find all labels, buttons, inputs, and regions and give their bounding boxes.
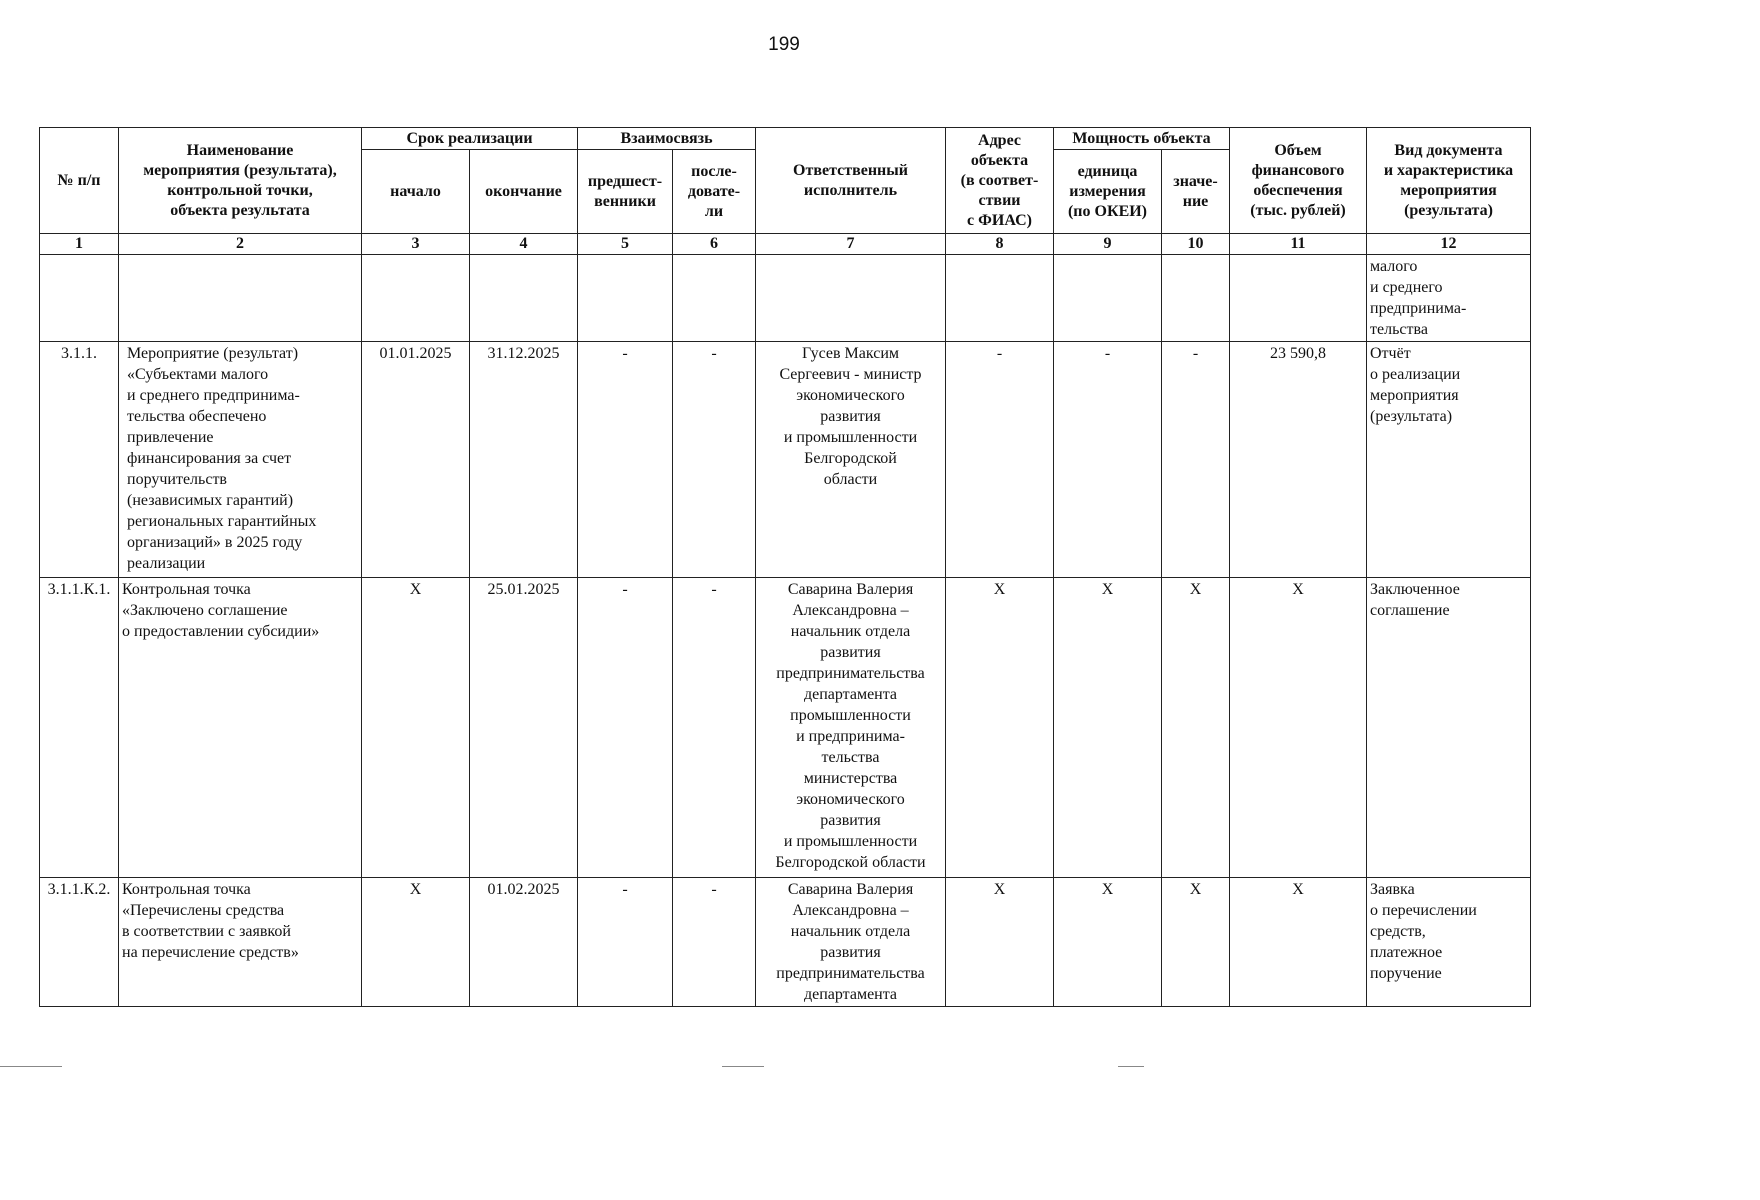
column-number: 10 bbox=[1162, 234, 1230, 255]
cell-end: 25.01.2025 bbox=[470, 578, 578, 878]
scan-edge-line bbox=[1118, 1066, 1144, 1067]
table-row bbox=[40, 578, 1531, 878]
column-number: 1 bbox=[40, 234, 119, 255]
table-body bbox=[40, 255, 1531, 1007]
cell-document: Отчёт о реализации мероприятия (результата) bbox=[1367, 342, 1531, 578]
table-row bbox=[40, 878, 1531, 1007]
cell-successors: - bbox=[673, 578, 756, 878]
cell-name: Контрольная точка «Перечислены средства в соответствии с заявкой на перечисление средств» bbox=[119, 878, 362, 1007]
cell-predecessors: - bbox=[578, 342, 673, 578]
column-number: 2 bbox=[119, 234, 362, 255]
cell-responsible: Гусев Максим Сергеевич - министр экономического развития и промышленности Белгородской области bbox=[756, 342, 946, 578]
cell-name: Мероприятие (результат) «Субъектами малого и среднего предпринима- тельства обеспечено привлечение финансирования за счет поручительств (независимых гарантий) региональных гарантийных организаций» в 2025 году реализации bbox=[119, 342, 362, 578]
header-group-link: Взаимосвязь bbox=[578, 128, 756, 150]
cell-address: - bbox=[946, 342, 1054, 578]
cell-num: 3.1.1. bbox=[40, 342, 119, 578]
cell-value: - bbox=[1162, 342, 1230, 578]
cell-value: Х bbox=[1162, 578, 1230, 878]
cell-successors: - bbox=[673, 342, 756, 578]
cell-num: 3.1.1.К.2. bbox=[40, 878, 119, 1007]
header-group-capacity: Мощность объекта bbox=[1054, 128, 1230, 150]
cell-address: Х bbox=[946, 578, 1054, 878]
column-number: 4 bbox=[470, 234, 578, 255]
cell-finance: 23 590,8 bbox=[1230, 342, 1367, 578]
cell-document: малого и среднего предпринима- тельства bbox=[1367, 255, 1531, 342]
scan-edge-line bbox=[0, 1066, 62, 1067]
cell-name: Контрольная точка «Заключено соглашение о предоставлении субсидии» bbox=[119, 578, 362, 878]
cell-unit bbox=[1054, 255, 1162, 342]
header-col-start: начало bbox=[362, 150, 470, 234]
cell-start: Х bbox=[362, 578, 470, 878]
cell-finance bbox=[1230, 255, 1367, 342]
column-number: 6 bbox=[673, 234, 756, 255]
column-number: 3 bbox=[362, 234, 470, 255]
cell-num bbox=[40, 255, 119, 342]
cell-predecessors: - bbox=[578, 578, 673, 878]
header-col-num: № п/п bbox=[40, 128, 119, 234]
cell-value bbox=[1162, 255, 1230, 342]
cell-responsible bbox=[756, 255, 946, 342]
table-row bbox=[40, 255, 1531, 342]
page-number: 199 bbox=[768, 34, 800, 55]
cell-document: Заключенное соглашение bbox=[1367, 578, 1531, 878]
header-group-term: Срок реализации bbox=[362, 128, 578, 150]
header-col-end: окончание bbox=[470, 150, 578, 234]
cell-address bbox=[946, 255, 1054, 342]
header-col-finance: Объем финансового обеспечения (тыс. рублей) bbox=[1230, 128, 1367, 234]
table-header bbox=[40, 128, 1531, 255]
cell-predecessors bbox=[578, 255, 673, 342]
cell-start: 01.01.2025 bbox=[362, 342, 470, 578]
column-number: 5 bbox=[578, 234, 673, 255]
table-row bbox=[40, 342, 1531, 578]
cell-responsible: Саварина Валерия Александровна – начальник отдела развития предпринимательства департамента промышленности и предпринима- тельства министерства экономического развития и промышленности Белгородской области bbox=[756, 578, 946, 878]
header-col-name: Наименование мероприятия (результата), контрольной точки, объекта результата bbox=[119, 128, 362, 234]
cell-end bbox=[470, 255, 578, 342]
cell-unit: Х bbox=[1054, 878, 1162, 1007]
cell-unit: - bbox=[1054, 342, 1162, 578]
plan-table bbox=[39, 127, 1531, 1007]
column-number: 9 bbox=[1054, 234, 1162, 255]
cell-finance: Х bbox=[1230, 578, 1367, 878]
header-col-address: Адрес объекта (в соответ- ствии с ФИАС) bbox=[946, 128, 1054, 234]
cell-predecessors: - bbox=[578, 878, 673, 1007]
cell-address: Х bbox=[946, 878, 1054, 1007]
column-number: 12 bbox=[1367, 234, 1531, 255]
header-col-predecessors: предшест- венники bbox=[578, 150, 673, 234]
cell-start: Х bbox=[362, 878, 470, 1007]
cell-finance: Х bbox=[1230, 878, 1367, 1007]
column-number: 8 bbox=[946, 234, 1054, 255]
column-number: 7 bbox=[756, 234, 946, 255]
cell-name bbox=[119, 255, 362, 342]
header-col-unit: единица измерения (по ОКЕИ) bbox=[1054, 150, 1162, 234]
cell-successors bbox=[673, 255, 756, 342]
cell-unit: Х bbox=[1054, 578, 1162, 878]
cell-responsible: Саварина Валерия Александровна – начальник отдела развития предпринимательства департамента bbox=[756, 878, 946, 1007]
header-col-value: значе- ние bbox=[1162, 150, 1230, 234]
cell-document: Заявка о перечислении средств, платежное поручение bbox=[1367, 878, 1531, 1007]
header-col-successors: после- довате- ли bbox=[673, 150, 756, 234]
column-numbers-row bbox=[40, 234, 1531, 255]
cell-successors: - bbox=[673, 878, 756, 1007]
cell-start bbox=[362, 255, 470, 342]
header-col-document: Вид документа и характеристика мероприятия (результата) bbox=[1367, 128, 1531, 234]
cell-value: Х bbox=[1162, 878, 1230, 1007]
scan-edge-line bbox=[722, 1066, 764, 1067]
cell-num: 3.1.1.К.1. bbox=[40, 578, 119, 878]
column-number: 11 bbox=[1230, 234, 1367, 255]
cell-end: 31.12.2025 bbox=[470, 342, 578, 578]
header-col-responsible: Ответственный исполнитель bbox=[756, 128, 946, 234]
cell-end: 01.02.2025 bbox=[470, 878, 578, 1007]
